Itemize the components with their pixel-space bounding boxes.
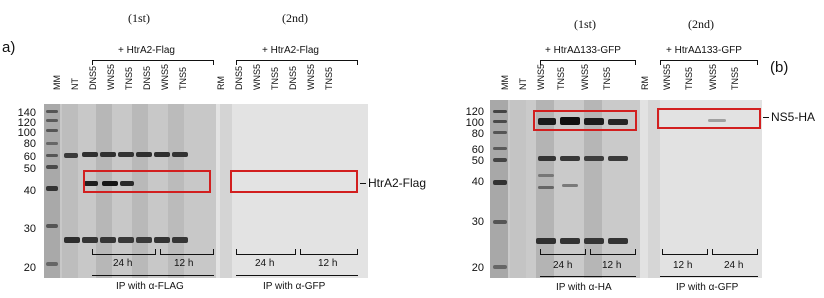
marker-band xyxy=(493,131,507,134)
protein-band xyxy=(136,152,152,157)
lane-label: WNS5 xyxy=(662,63,672,90)
mw-marker: 30 xyxy=(471,216,484,228)
bracket-tick xyxy=(295,249,296,254)
panel-a-highlight-box-1 xyxy=(83,170,211,193)
panel-b-first-round: (1st) xyxy=(574,17,596,31)
mw-marker: 140 xyxy=(17,107,36,119)
bracket-tick xyxy=(757,60,758,65)
mw-marker: 100 xyxy=(465,117,484,129)
lane-label: NT xyxy=(518,78,528,90)
protein-band xyxy=(64,237,80,243)
mw-marker: 80 xyxy=(23,138,36,150)
panel-a-treatment-1: + HtrA2-Flag xyxy=(118,45,175,56)
marker-band xyxy=(46,119,58,122)
panel-b-label: (b) xyxy=(770,59,789,76)
lane-label: TNS5 xyxy=(730,66,740,90)
protein-band xyxy=(136,237,152,243)
panel-a-treatment-2-bracket xyxy=(236,60,358,61)
marker-band xyxy=(493,158,507,162)
lane-label: TNS5 xyxy=(602,66,612,90)
protein-band xyxy=(538,186,554,189)
time-label-24h: 24 h xyxy=(255,258,275,269)
lane-label: WNS5 xyxy=(580,63,590,90)
protein-band xyxy=(608,156,628,161)
time-label-12h: 12 h xyxy=(318,258,338,269)
panel-b-treatment-1-bracket xyxy=(540,60,636,61)
protein-band xyxy=(538,156,556,161)
protein-band xyxy=(100,152,116,157)
time-bracket xyxy=(236,254,296,255)
lane-label: WNS5 xyxy=(306,63,316,90)
bracket-tick xyxy=(662,249,663,254)
protein-band xyxy=(100,237,116,243)
lane-label: DNS5 xyxy=(288,65,298,90)
bracket-tick xyxy=(757,249,758,254)
lane-label: DNS5 xyxy=(234,65,244,90)
bracket-tick xyxy=(300,249,301,254)
ip-bracket xyxy=(236,275,358,276)
marker-band xyxy=(46,142,58,145)
protein-band xyxy=(562,184,578,187)
bracket-tick xyxy=(236,60,237,65)
mw-marker: 60 xyxy=(471,144,484,156)
marker-band xyxy=(46,110,58,113)
ip-label-ha: IP with α-HA xyxy=(556,282,612,293)
lane-label: DNS5 xyxy=(88,65,98,90)
protein-band xyxy=(172,152,188,157)
lane-label: WNS5 xyxy=(536,63,546,90)
marker-band xyxy=(493,147,507,150)
protein-band xyxy=(118,152,134,157)
mw-marker: 50 xyxy=(471,155,484,167)
bracket-tick xyxy=(357,60,358,65)
protein-band xyxy=(560,156,580,161)
time-label-12h: 12 h xyxy=(602,260,622,271)
time-bracket xyxy=(662,254,708,255)
marker-band xyxy=(46,154,58,157)
marker-band xyxy=(46,186,58,191)
lane-label: TNS5 xyxy=(124,66,134,90)
htra2-flag-label: HtrA2-Flag xyxy=(368,176,427,190)
lane-label: TNS5 xyxy=(270,66,280,90)
ip-label-gfp: IP with α-GFP xyxy=(263,281,326,292)
ip-bracket xyxy=(92,275,214,276)
marker-band xyxy=(493,220,507,224)
marker-band xyxy=(46,129,58,132)
protein-band xyxy=(584,238,604,244)
mw-marker: 120 xyxy=(465,106,484,118)
label-pointer xyxy=(360,183,366,184)
lane-label: TNS5 xyxy=(324,66,334,90)
lane-label: NT xyxy=(70,78,80,90)
panel-a-first-round: (1st) xyxy=(128,11,150,25)
panel-a-label: a) xyxy=(2,39,16,56)
panel-b-treatment-2-bracket xyxy=(660,60,758,61)
time-label-12h: 12 h xyxy=(673,260,693,271)
bracket-tick xyxy=(540,249,541,254)
ip-bracket xyxy=(660,276,758,277)
mw-marker: 40 xyxy=(23,185,36,197)
time-label-24h: 24 h xyxy=(724,260,744,271)
protein-band xyxy=(82,237,98,243)
lane-label: WNS5 xyxy=(252,63,262,90)
time-bracket xyxy=(540,254,586,255)
protein-band xyxy=(154,152,170,157)
panel-b-highlight-box-2 xyxy=(657,108,761,129)
bracket-tick xyxy=(213,249,214,254)
lane xyxy=(62,104,78,278)
protein-band xyxy=(536,238,556,244)
ip-label-gfp: IP with α-GFP xyxy=(676,282,739,293)
marker-band xyxy=(46,262,58,266)
lane-label: DNS5 xyxy=(142,65,152,90)
time-bracket xyxy=(300,254,358,255)
mw-marker: 40 xyxy=(471,176,484,188)
mw-marker: 20 xyxy=(471,262,484,274)
protein-band xyxy=(64,153,78,158)
ip-bracket xyxy=(540,276,636,277)
marker-band xyxy=(493,265,507,269)
time-label-12h: 12 h xyxy=(174,258,194,269)
lane-label: WNS5 xyxy=(160,63,170,90)
ns5-ha-label: NS5-HA xyxy=(771,110,816,124)
bracket-tick xyxy=(707,249,708,254)
panel-b-treatment-1: + HtrAΔ133-GFP xyxy=(545,45,621,56)
protein-band xyxy=(82,152,98,157)
lane-label: TNS5 xyxy=(178,66,188,90)
panel-b-treatment-2: + HtrAΔ133-GFP xyxy=(666,45,742,56)
time-bracket xyxy=(590,254,636,255)
mw-marker: 80 xyxy=(471,128,484,140)
lane-label: MM xyxy=(500,75,510,90)
time-bracket xyxy=(92,254,156,255)
panel-a-treatment-1-bracket xyxy=(92,60,214,61)
bracket-tick xyxy=(92,60,93,65)
time-label-24h: 24 h xyxy=(113,258,133,269)
bracket-tick xyxy=(660,60,661,65)
label-pointer xyxy=(763,117,769,118)
bracket-tick xyxy=(590,249,591,254)
time-label-24h: 24 h xyxy=(553,260,573,271)
mw-marker: 100 xyxy=(17,127,36,139)
bracket-tick xyxy=(712,249,713,254)
time-bracket xyxy=(712,254,758,255)
protein-band xyxy=(172,237,188,243)
panel-a-second-round: (2nd) xyxy=(282,11,308,25)
bracket-tick xyxy=(357,249,358,254)
protein-band xyxy=(118,237,134,243)
mw-marker: 120 xyxy=(17,117,36,129)
marker-lane xyxy=(490,100,508,278)
protein-band xyxy=(608,238,628,244)
bracket-tick xyxy=(92,249,93,254)
protein-band xyxy=(154,237,170,243)
bracket-tick xyxy=(213,60,214,65)
time-bracket xyxy=(160,254,214,255)
mw-marker: 60 xyxy=(23,151,36,163)
lane-label: TNS5 xyxy=(684,66,694,90)
marker-band xyxy=(493,110,507,113)
marker-band xyxy=(493,180,507,185)
mw-marker: 30 xyxy=(23,223,36,235)
lane-label: TNS5 xyxy=(556,66,566,90)
protein-band xyxy=(560,238,580,244)
ip-label-flag: IP with α-FLAG xyxy=(116,281,184,292)
panel-a-highlight-box-2 xyxy=(230,170,358,193)
lane-label: WNS5 xyxy=(106,63,116,90)
bracket-tick xyxy=(635,60,636,65)
lane-label: MM xyxy=(52,75,62,90)
lane xyxy=(510,100,526,278)
bracket-tick xyxy=(155,249,156,254)
panel-b-second-round: (2nd) xyxy=(688,17,714,31)
protein-band xyxy=(538,174,554,177)
mw-marker: 20 xyxy=(23,262,36,274)
lane-label: RM xyxy=(216,76,226,90)
lane-label: RM xyxy=(640,76,650,90)
marker-band xyxy=(46,224,58,228)
bracket-tick xyxy=(160,249,161,254)
bracket-tick xyxy=(585,249,586,254)
bracket-tick xyxy=(635,249,636,254)
panel-b-highlight-box-1 xyxy=(533,110,637,131)
mw-marker: 50 xyxy=(23,163,36,175)
marker-band xyxy=(493,120,507,123)
marker-band xyxy=(46,165,58,169)
bracket-tick xyxy=(236,249,237,254)
panel-a-treatment-2: + HtrA2-Flag xyxy=(262,45,319,56)
lane-label: WNS5 xyxy=(708,63,718,90)
protein-band xyxy=(584,156,604,161)
